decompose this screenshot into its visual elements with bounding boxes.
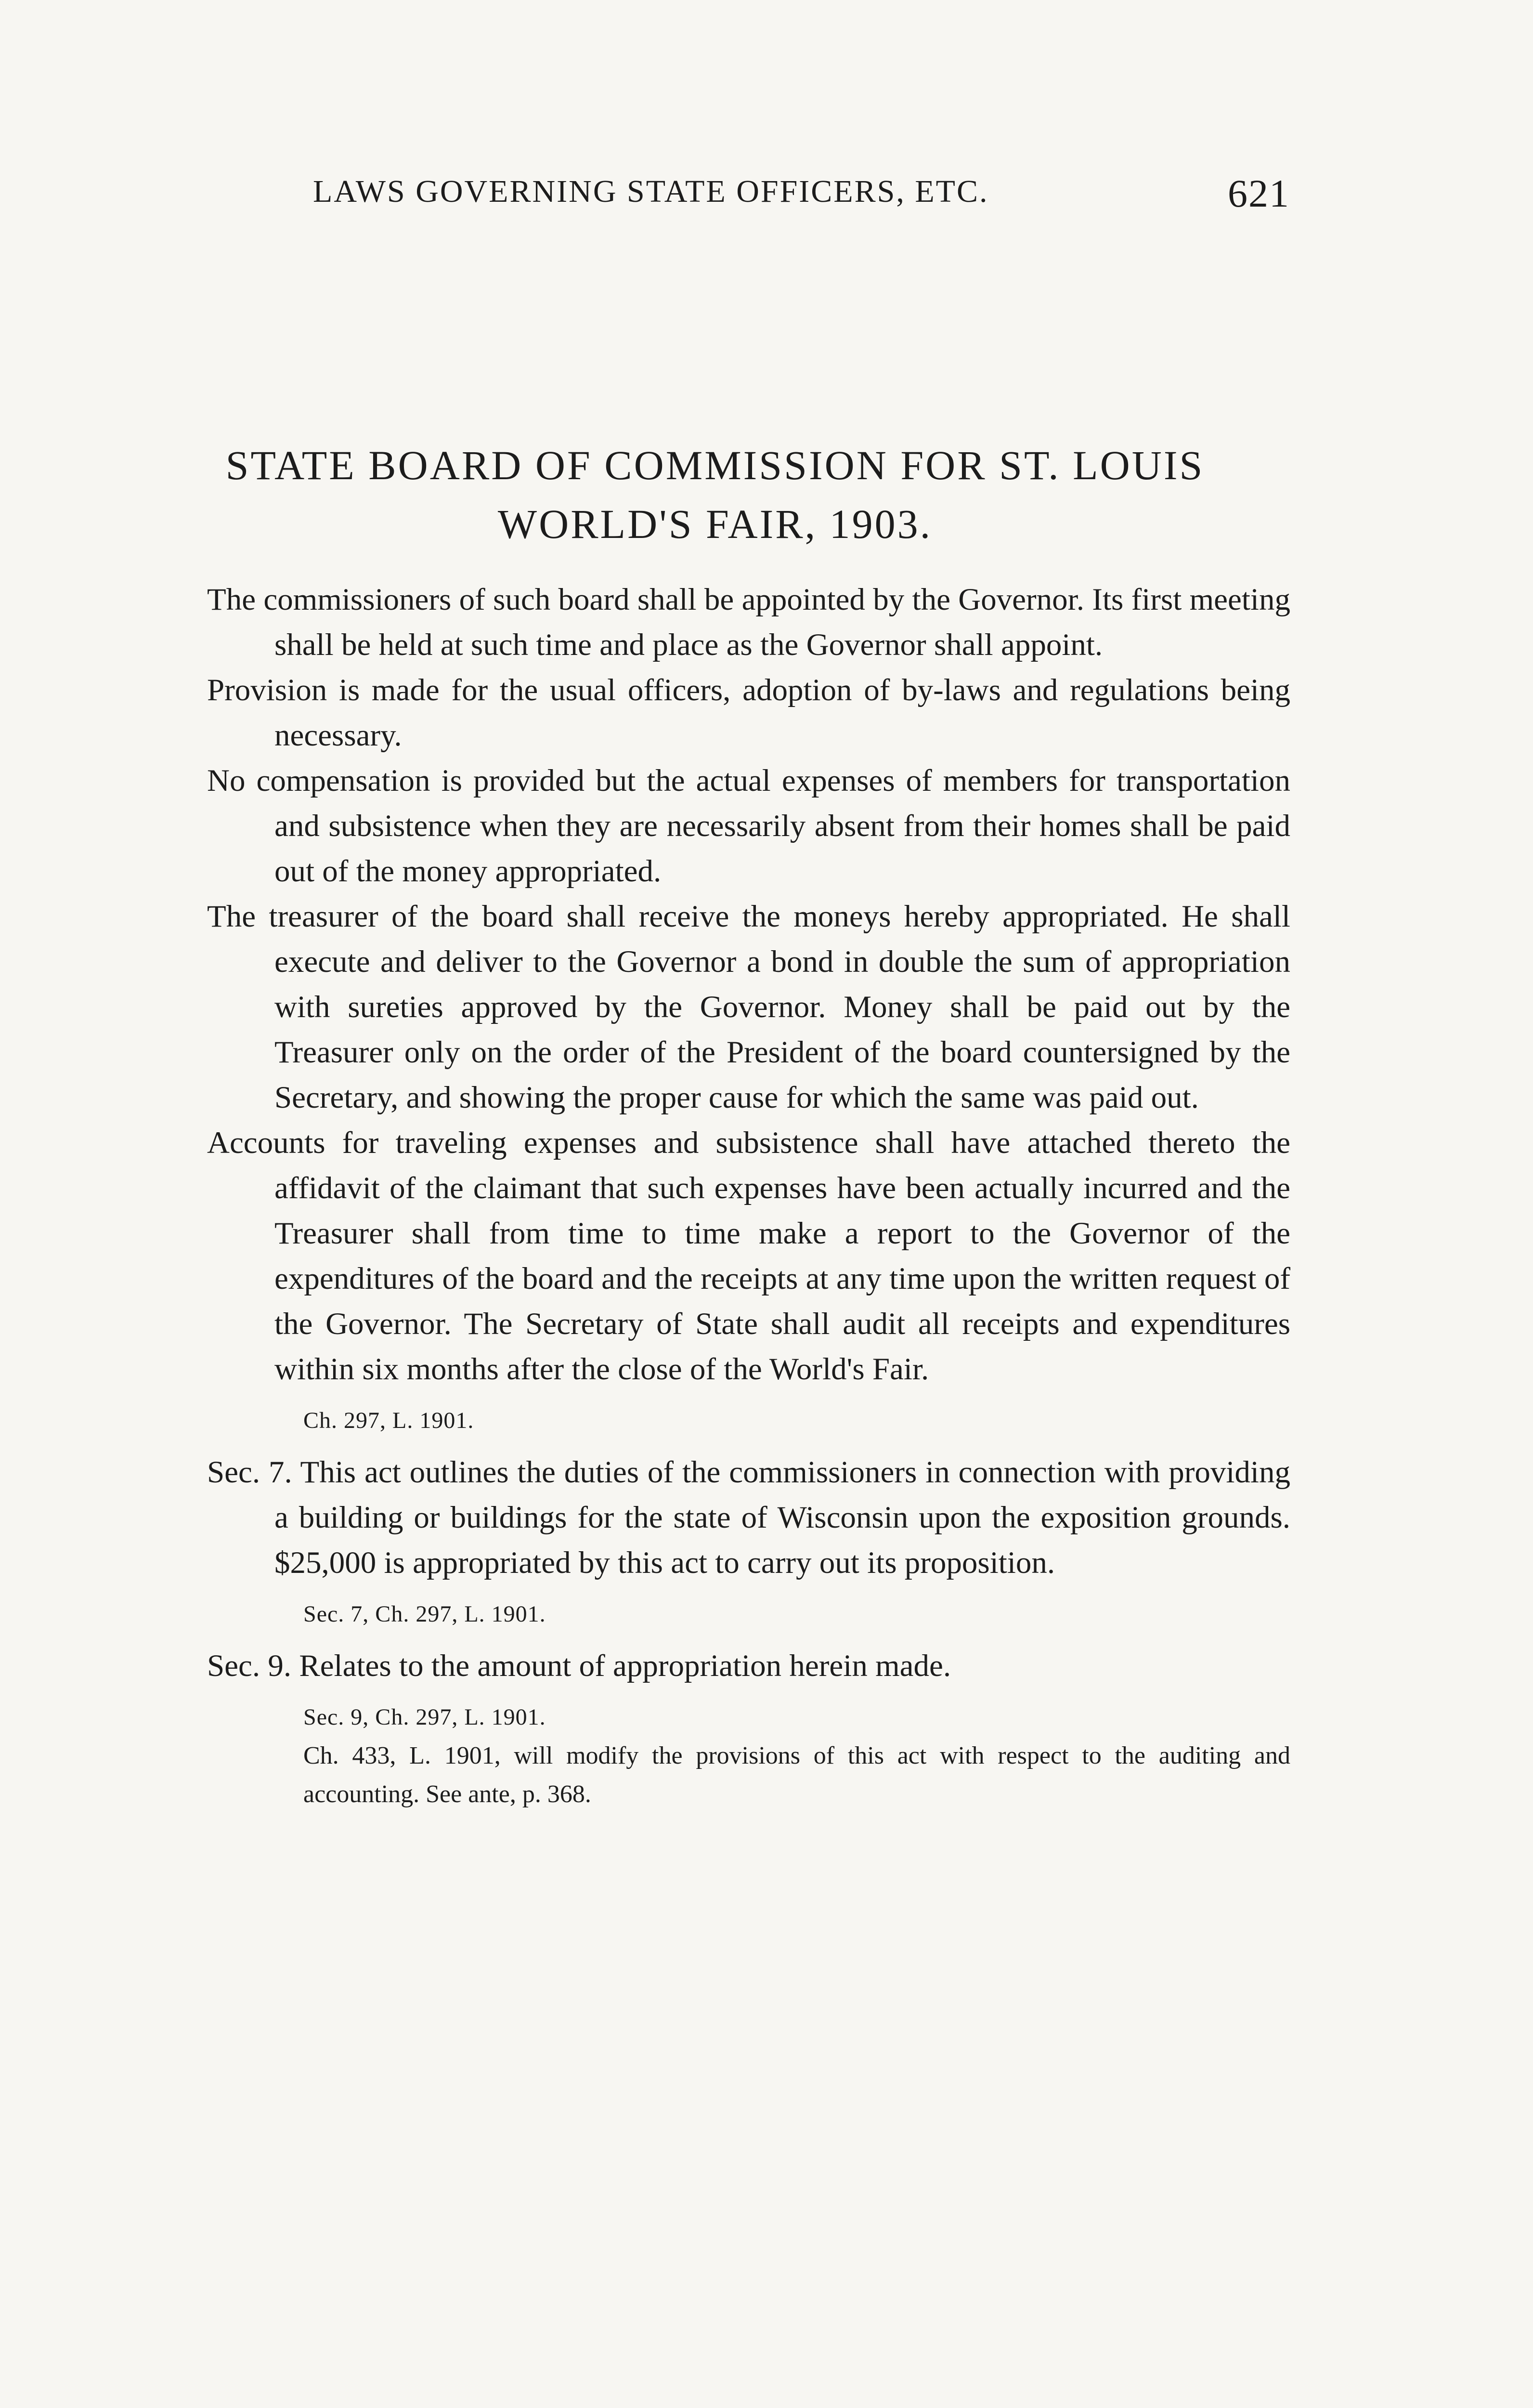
citation-section-7: Sec. 7, Ch. 297, L. 1901. (303, 1601, 546, 1627)
running-head: LAWS GOVERNING STATE OFFICERS, ETC. (313, 174, 989, 209)
citation-chapter: Ch. 297, L. 1901. (303, 1408, 474, 1433)
spacer (207, 1634, 1290, 1643)
paragraph-compensation: No compensation is provided but the actual expenses of members for transportation and subsistence when they are necessarily absent from their homes shall be paid out of the money appropriated. (207, 763, 1290, 889)
paragraph-treasurer: The treasurer of the board shall receive the moneys hereby appropriated. He shall execute and deliver to the Governor a bond in double the sum of appropriation with sureties approved by the Governor. Money shall be paid out by the Treasurer only on the order of the President of the board countersigned by the Secretary, and showing the proper cause for which the same was paid out. (207, 899, 1290, 1115)
section-title (130, 436, 1300, 553)
document-body (207, 577, 1290, 1814)
paragraph-officers: Provision is made for the usual officers, adoption of by-laws and regulations being necessary. (207, 673, 1290, 753)
paragraph-appointment: The commissioners of such board shall be appointed by the Governor. Its first meeting shall be held at such time and place as the Governor shall appoint. (207, 582, 1290, 662)
section-title-line-1: STATE BOARD OF COMMISSION FOR ST. LOUIS (225, 442, 1205, 488)
spacer (207, 1440, 1290, 1450)
footnote-auditing: Ch. 433, L. 1901, will modify the provisions of this act with respect to the auditing and accounting. See ante, p. 368. (303, 1742, 1290, 1808)
paragraph-section-7: Sec. 7. This act outlines the duties of the commissioners in connection with providing a building or buildings for the state of Wisconsin upon the exposition grounds. $25,000 is appropriated by this act to carry out its proposition. (207, 1455, 1290, 1580)
paragraph-section-9: Sec. 9. Relates to the amount of appropriation herein made. (207, 1649, 951, 1683)
citation-section-9: Sec. 9, Ch. 297, L. 1901. (303, 1704, 546, 1730)
section-title-line-2: WORLD'S FAIR, 1903. (497, 501, 933, 547)
page-number: 621 (1228, 171, 1290, 215)
paragraph-accounts: Accounts for traveling expenses and subsistence shall have attached thereto the affidavit of the claimant that such expenses have been actually incurred and the Treasurer shall from time to time make a report to the Governor of the expenditures of the board and the receipts at any time upon the written request of the Governor. The Secretary of State shall audit all receipts and expenditures within six months after the close of the World's Fair. (207, 1125, 1290, 1387)
